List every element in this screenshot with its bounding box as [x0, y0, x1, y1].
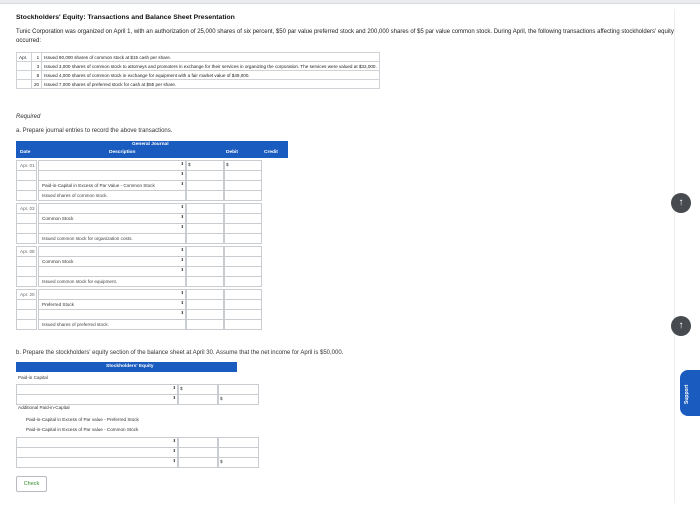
- dropdown-arrow-icon: ⬍: [180, 257, 184, 262]
- transaction-text: Issued 4,000 shares of common stock in exchange for equipment with a fair market value of $49,000.: [42, 71, 380, 80]
- page-title: Stockholders' Equity: Transactions and Balance Sheet Presentation: [16, 14, 235, 21]
- entry-date: Apr. 03: [16, 203, 37, 214]
- dropdown-arrow-icon: ⬍: [180, 204, 184, 209]
- dropdown-arrow-icon: ⬍: [180, 171, 184, 176]
- dropdown-arrow-icon: ⬍: [180, 290, 184, 295]
- credit-blank: [224, 276, 262, 287]
- credit-blank: [224, 190, 262, 201]
- dropdown-arrow-icon: ⬍: [172, 385, 176, 390]
- top-bar: [0, 0, 700, 4]
- amount-input[interactable]: [178, 457, 218, 468]
- transaction-month: [17, 62, 32, 71]
- account-select[interactable]: Preferred Stock ⬍: [38, 299, 186, 310]
- transaction-text: Issued 7,000 shares of preferred stock for cash at $55 per share.: [42, 80, 380, 89]
- debit-column-header: Debit: [226, 150, 238, 155]
- entry-memo: Issued shares of common stock.: [38, 190, 186, 201]
- date-blank: [16, 190, 37, 201]
- transaction-month: [17, 71, 32, 80]
- dollar-sign: $: [226, 162, 229, 167]
- transaction-day: 8: [32, 71, 42, 80]
- dropdown-arrow-icon: ⬍: [180, 214, 184, 219]
- dropdown-arrow-icon: ⬍: [180, 247, 184, 252]
- additional-paid-in-capital-label: Additional Paid-in-Capital: [18, 405, 70, 410]
- transaction-row: [17, 80, 380, 89]
- transaction-day: 20: [32, 80, 42, 89]
- dropdown-arrow-icon: ⬍: [180, 224, 184, 229]
- debit-blank: [186, 319, 224, 330]
- entry-date: Apr. 20: [16, 289, 37, 300]
- scroll-up-button[interactable]: [671, 193, 691, 213]
- dropdown-arrow-icon: ⬍: [172, 438, 176, 443]
- credit-blank: [224, 319, 262, 330]
- transaction-day: 3: [32, 62, 42, 71]
- dropdown-arrow-icon: ⬍: [172, 458, 176, 463]
- support-tab[interactable]: [680, 370, 700, 416]
- arrow-up-icon: ↑: [678, 197, 684, 208]
- credit-blank: [224, 233, 262, 244]
- dropdown-arrow-icon: ⬍: [180, 181, 184, 186]
- transaction-day: 1: [32, 53, 42, 62]
- transaction-text: Issued 90,000 shares of common stock at $15 cash per share.: [42, 53, 380, 62]
- total-input[interactable]: [218, 394, 259, 405]
- problem-intro: Tunic Corporation was organized on April 1, with an authorization of 25,000 shares of six percent, $50 par value preferred stock and 200,000 shares of $5 par value common stock. During April, the following transactions affecting stockholders' equity occurred:: [16, 29, 674, 44]
- equity-header: [16, 362, 237, 372]
- dollar-sign: $: [188, 162, 191, 167]
- paid-in-capital-label: Paid-in Capital: [18, 375, 48, 380]
- debit-blank: [186, 233, 224, 244]
- debit-blank: [186, 276, 224, 287]
- entry-memo: Issued common stock for organization costs.: [38, 233, 186, 244]
- account-select[interactable]: Common Stock ⬍: [38, 256, 186, 267]
- journal-title: General Journal: [132, 142, 169, 147]
- date-column-header: Date: [20, 150, 31, 155]
- part-a-prompt: a. Prepare journal entries to record the above transactions.: [16, 128, 173, 134]
- equity-title: Stockholders' Equity: [106, 364, 154, 369]
- credit-column-header: Credit: [264, 150, 278, 155]
- apic-preferred-label: Paid-in-Capital in Excess of Par value - Preferred Stock: [26, 417, 139, 422]
- arrow-up-icon: ↑: [678, 320, 684, 331]
- entry-memo: Issued shares of preferred stock.: [38, 319, 186, 330]
- journal-header: [16, 141, 288, 158]
- dollar-sign: $: [220, 459, 223, 464]
- account-select[interactable]: [16, 457, 178, 468]
- account-select[interactable]: [16, 394, 178, 405]
- dollar-sign: $: [220, 396, 223, 401]
- amount-input[interactable]: [178, 394, 218, 405]
- part-b-prompt: b. Prepare the stockholders' equity section of the balance sheet at April 30. Assume that the net income for April is $50,000.: [16, 350, 344, 356]
- check-button[interactable]: Check: [16, 476, 47, 492]
- transaction-month: [17, 80, 32, 89]
- debit-blank: [186, 190, 224, 201]
- date-blank: [16, 319, 37, 330]
- transaction-text: Issued 3,000 shares of common stock to attorneys and promoters in exchange for their services in organizing the corporation. The services were valued at $32,000.: [42, 62, 380, 71]
- date-blank: [16, 276, 37, 287]
- transaction-month: Apr.: [17, 53, 32, 62]
- total-input[interactable]: [218, 457, 259, 468]
- scroll-up-button[interactable]: [671, 316, 691, 336]
- transactions-table: [16, 52, 380, 89]
- dollar-sign: $: [180, 386, 183, 391]
- dropdown-arrow-icon: ⬍: [180, 310, 184, 315]
- account-select[interactable]: Paid-in-Capital in Excess of Par Value - Common Stock ⬍: [38, 180, 186, 191]
- support-label: Support: [684, 384, 690, 404]
- transaction-row: [17, 53, 380, 62]
- transaction-row: [17, 62, 380, 71]
- date-blank: [16, 233, 37, 244]
- description-column-header: Description: [109, 150, 136, 155]
- entry-date: Apr. 08: [16, 246, 37, 257]
- dropdown-arrow-icon: ⬍: [172, 448, 176, 453]
- apic-common-label: Paid-in-Capital in Excess of Par value - Common Stock: [26, 427, 139, 432]
- entry-memo: Issued common stock for equipment.: [38, 276, 186, 287]
- transaction-row: [17, 71, 380, 80]
- dropdown-arrow-icon: ⬍: [180, 267, 184, 272]
- account-select[interactable]: Common Stock ⬍: [38, 213, 186, 224]
- dropdown-arrow-icon: ⬍: [172, 395, 176, 400]
- entry-date: Apr. 01: [16, 160, 37, 171]
- dropdown-arrow-icon: ⬍: [180, 300, 184, 305]
- dropdown-arrow-icon: ⬍: [180, 161, 184, 166]
- required-heading: Required: [16, 114, 41, 120]
